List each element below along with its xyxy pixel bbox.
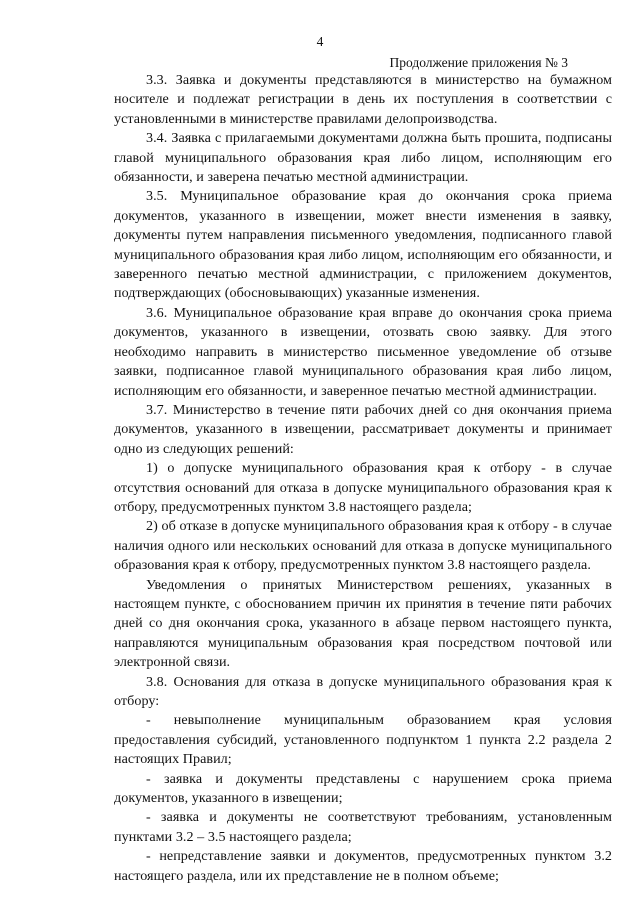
- list-item-decision-1: 1) о допуске муниципального образования края к отбору - в случае отсутствия оснований для отказа в допуске муниципального образования края к отбору, предусмотренных пунктом 3.8 настоящего раздела;: [114, 460, 612, 515]
- list-item-ground-2: - заявка и документы представлены с нарушением срока приема документов, указанного в извещении;: [114, 770, 612, 807]
- continuation-header: Продолжение приложения № 3: [389, 55, 568, 70]
- paragraph-3-4: 3.4. Заявка с прилагаемыми документами должна быть прошита, подписаны главой муниципального образования края либо лицом, исполняющим его обязанности, и заверена печатью местной администрации.: [114, 130, 612, 186]
- paragraph-3-6: 3.6. Муниципальное образование края вправе до окончания срока приема документов, указанного в извещении, отозвать свою заявку. Для этого необходимо направить в министерство письменное уведомление об отзыве заявки, подписанное главой муниципального образования края либо лицом, исполняющим его обязанности, и заверенное печатью местной администрации.: [114, 304, 612, 399]
- list-item-decision-2: 2) об отказе в допуске муниципального образования края к отбору - в случае наличия одного или нескольких оснований для отказа в допуске муниципального образования края к отбору, предусмотренных пунктом 3.8 настоящего раздела.: [114, 518, 612, 574]
- paragraph-3-8: 3.8. Основания для отказа в допуске муниципального образования края к отбору:: [114, 673, 612, 709]
- paragraph-notifications: Уведомления о принятых Министерством решениях, указанных в настоящем пункте, с обоснованием причин их принятия в течение пяти рабочих дней со дня окончания срока, указанного в абзаце первом настоящего пункта, направляются муниципальным образования края посредством почтовой или электронной связи.: [114, 576, 612, 671]
- paragraph-3-3: 3.3. Заявка и документы представляются в министерство на бумажном носителе и подлежат регистрации в день их поступления в соответствии с установленными в министерстве правилами делопроизводства.: [114, 72, 612, 127]
- document-body: [114, 71, 612, 886]
- list-item-ground-3: - заявка и документы не соответствуют требованиям, установленным пунктами 3.2 – 3.5 настоящего раздела;: [114, 809, 612, 845]
- list-item-ground-1: - невыполнение муниципальным образованием края условия предоставления субсидий, установленного подпунктом 1 пункта 2.2 раздела 2 настоящих Правил;: [114, 712, 612, 768]
- list-item-ground-4: - непредставление заявки и документов, предусмотренных пунктом 3.2 настоящего раздела, или их представление не в полном объеме;: [114, 848, 612, 884]
- paragraph-3-5: 3.5. Муниципальное образование края до окончания срока приема документов, указанного в извещении, может внести изменения в заявку, документы путем направления письменного уведомления, подписанного главой муниципального образования края либо лицом, исполняющим его обязанности, и заверенного печатью местной администрации, с приложением документов, подтверждающих (обосновывающих) указанные изменения.: [114, 188, 612, 302]
- page-number: 4: [316, 34, 324, 49]
- paragraph-3-7: 3.7. Министерство в течение пяти рабочих дней со дня окончания приема документов, указанного в извещении, рассматривает документы и принимает одно из следующих решений:: [114, 401, 612, 457]
